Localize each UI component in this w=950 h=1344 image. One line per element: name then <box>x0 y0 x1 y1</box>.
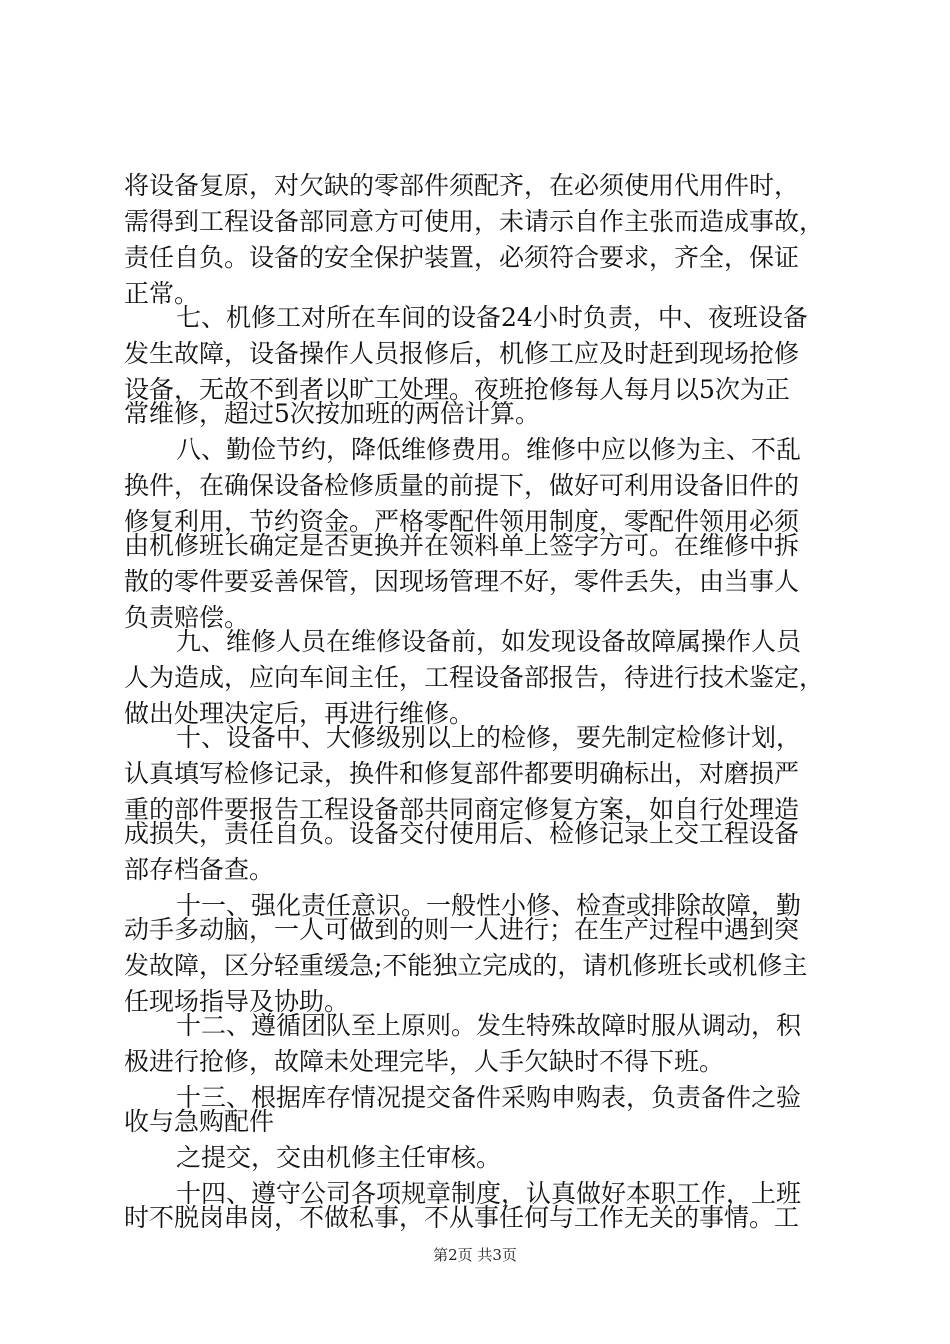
text-line: 做出处理决定后，再进行维修。 <box>124 699 475 728</box>
paragraph-7-start: 七、机修工对所在车间的设备24小时负责，中、夜班设备 <box>176 303 808 332</box>
page-number-footer: 第2页 共3页 <box>433 1246 517 1264</box>
text-line: 任现场指导及协助。 <box>124 987 350 1016</box>
text-line: 常维修，超过5次按加班的两倍计算。 <box>124 399 540 428</box>
paragraph-10-start: 十、设备中、大修级别以上的检修，要先制定检修计划， <box>176 723 802 752</box>
text-line: 散的零件要妥善保管，因现场管理不好，零件丢失，由当事人 <box>124 567 800 596</box>
paragraph-11-start: 十一、强化责任意识。一般性小修、检查或排除故障，勤 <box>176 891 802 920</box>
text-line: 修复利用，节约资金。严格零配件领用制度，零配件领用必须 <box>124 507 800 536</box>
text-line: 时不脱岗串岗，不做私事，不从事任何与工作无关的事情。工 <box>124 1203 800 1232</box>
text-line: 动手多动脑，一人可做到的则一人进行；在生产过程中遇到突 <box>124 915 800 944</box>
text-line: 负责赔偿。 <box>124 603 250 632</box>
paragraph-8-start: 八、勤俭节约，降低维修费用。维修中应以修为主、不乱 <box>176 435 802 464</box>
text-line: 认真填写检修记录，换件和修复部件都要明确标出，对磨损严 <box>124 759 800 788</box>
paragraph-13-start: 十三、根据库存情况提交备件采购申购表，负责备件之验 <box>176 1083 802 1112</box>
text-line: 极进行抢修，故障未处理完毕，人手欠缺时不得下班。 <box>124 1047 725 1076</box>
text-line: 换件，在确保设备检修质量的前提下，做好可利用设备旧件的 <box>124 471 800 500</box>
paragraph-9-start: 九、维修人员在维修设备前，如发现设备故障属操作人员 <box>176 627 802 656</box>
text-line: 正常。 <box>124 279 200 308</box>
text-line: 责任自负。设备的安全保护装置，必须符合要求，齐全，保证 <box>124 243 800 272</box>
text-line: 部存档备查。 <box>124 855 275 884</box>
text-line: 之提交，交由机修主任审核。 <box>176 1143 502 1172</box>
text-line: 收与急购配件 <box>124 1107 275 1136</box>
text-line: 设备，无故不到者以旷工处理。夜班抢修每人每月以5次为正 <box>124 375 790 404</box>
text-line: 成损失，责任自负。设备交付使用后、检修记录上交工程设备 <box>124 819 800 848</box>
paragraph-12-start: 十二、遵循团队至上原则。发生特殊故障时服从调动，积 <box>176 1011 802 1040</box>
text-line: 人为造成，应向车间主任，工程设备部报告，待进行技术鉴定， <box>124 663 825 692</box>
text-line: 需得到工程设备部同意方可使用，未请示自作主张而造成事故， <box>124 207 825 236</box>
text-line: 发生故障，设备操作人员报修后，机修工应及时赶到现场抢修 <box>124 339 800 368</box>
text-line: 将设备复原，对欠缺的零部件须配齐，在必须使用代用件时， <box>124 171 800 200</box>
text-line: 重的部件要报告工程设备部共同商定修复方案，如自行处理造 <box>124 795 800 824</box>
paragraph-14-start: 十四、遵守公司各项规章制度，认真做好本职工作，上班 <box>176 1179 802 1208</box>
text-line: 由机修班长确定是否更换并在领料单上签字方可。在维修中拆 <box>124 531 800 560</box>
text-line: 发故障，区分轻重缓急;不能独立完成的，请机修班长或机修主 <box>124 951 808 980</box>
